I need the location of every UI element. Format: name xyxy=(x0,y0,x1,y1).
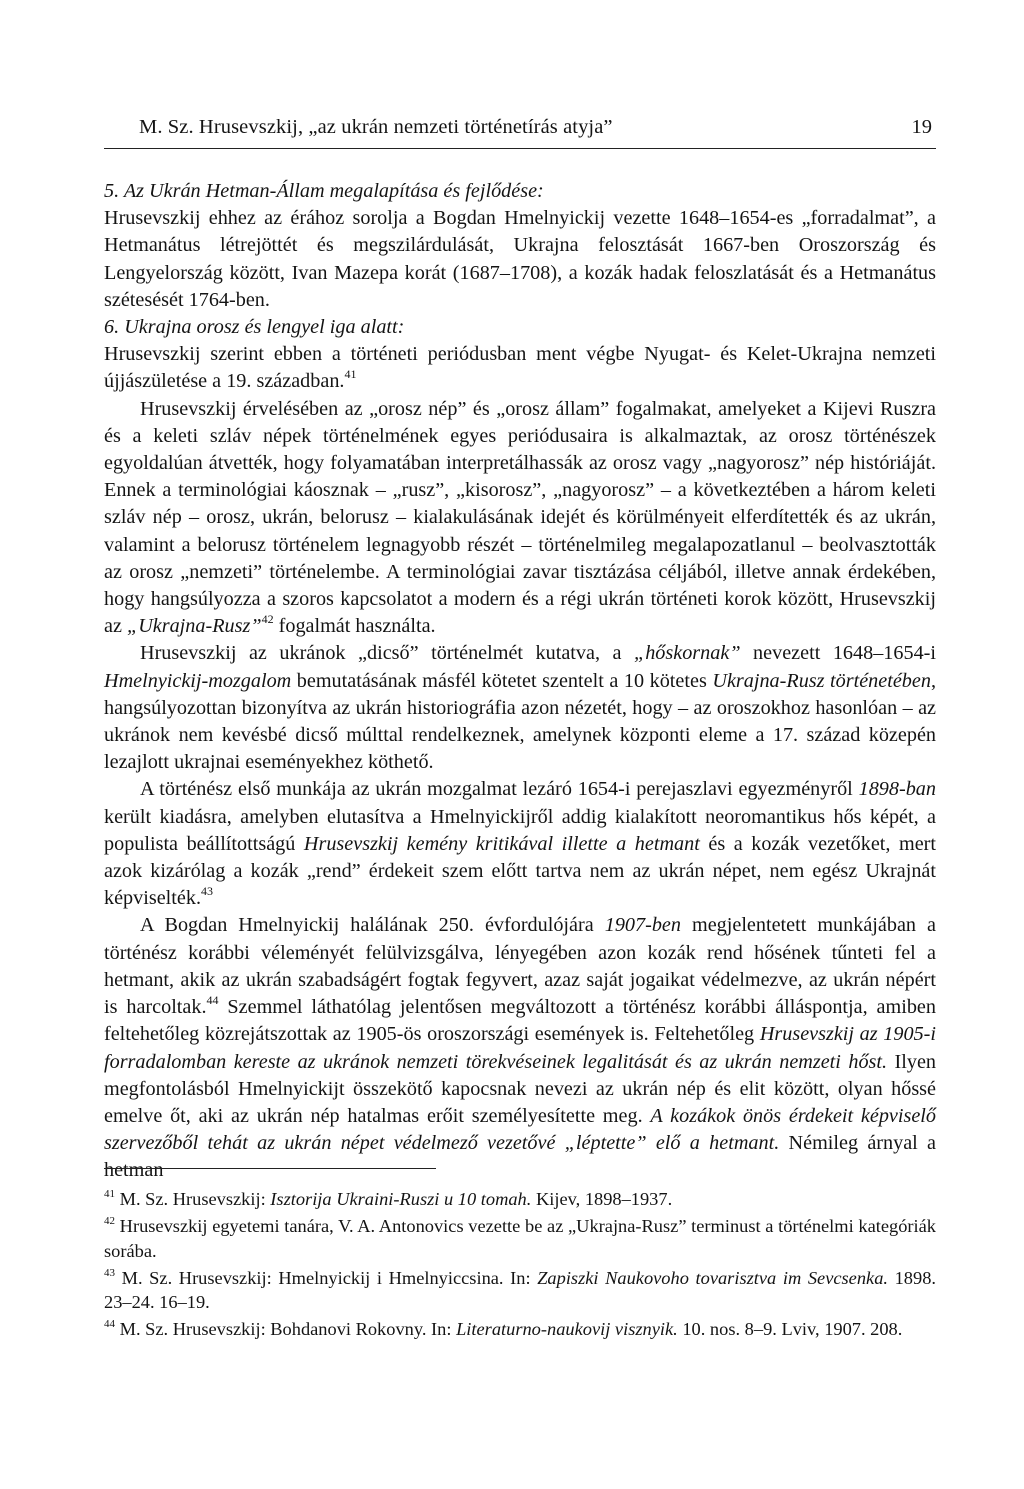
footnote-42: $^{42}$ Hrusevszkij egyetemi tanára, V. A. Antonovics vezette be az „Ukrajna-Rusz” terminust a történelmi kategóriák sorába. xyxy=(104,1215,936,1261)
footnotes xyxy=(104,1187,936,1345)
footnote-divider xyxy=(104,1168,436,1169)
section-heading-6: 6. Ukrajna orosz és lengyel iga alatt: xyxy=(104,316,405,339)
page-number: 19 xyxy=(911,116,932,138)
footnote-ref-44[interactable]: 44 xyxy=(206,993,219,1008)
running-title: M. Sz. Hrusevszkij, „az ukrán nemzeti történetírás atyja” xyxy=(139,116,613,138)
paragraph-terminology: Hrusevszkij érvelésében az „orosz nép” és „orosz állam” fogalmakat, amelyeket a Kijevi Ruszra és a keleti szláv népek történelmének egyes periódusaira is alkalmaztak, az orosz történészek egyoldalúan átvették, hogy folyamatában interpretálhassák az orosz vagy „nagyorosz” nép históriáját. Ennek a terminológiai káosznak – „rusz”, „kisorosz”, „nagyorosz” – a következtében a három keleti szláv nép – orosz, ukrán, belorusz – kialakulásának idejét és körülményeit elferdítették és az ukrán, valamint a belorusz történelem legnagyobb részét – történelmileg megalapozatlanul – beolvasztották az orosz „nemzeti” történelembe. A terminológiai zavar tisztázása céljából, illetve annak érdekében, hogy hangsúlyozza a szoros kapcsolatot a modern és a régi ukrán történeti korok között, Hrusevszkij az „Ukrajna-Rusz”$^{42}$ fogalmát használta. xyxy=(104,397,936,638)
term-ukrajna-rusz: „Ukrajna-Rusz” xyxy=(126,615,262,638)
footnote-ref-42[interactable]: 42 xyxy=(261,612,274,627)
running-header xyxy=(104,116,936,149)
footnote-ref-41[interactable]: 41 xyxy=(344,367,357,382)
body-text xyxy=(104,178,936,1185)
footnote-41: $^{41}$ M. Sz. Hrusevszkij: Isztorija Ukraini-Ruszi u 10 tomah. Kijev, 1898–1937. xyxy=(104,1188,673,1209)
paragraph-anniversary: A Bogdan Hmelnyickij halálának 250. évfordulójára 1907-ben megjelentetett munkájában a történész korábbi véleményét felülvizsgálva, lényegében azon kozák rend hősének tűnteti fel a hetmant, akik az ukrán szabadságért fogtak fegyvert, azaz saját jogaikat védelmezve, az ukrán népért is harcoltak.$^{44}$ Szemmel láthatólag jelentősen megváltozott a történész korábbi álláspontja, amiben feltehetőleg közrejátszottak az 1905-ös oroszországi események is. Feltehetőleg Hrusevszkij az 1905-i forradalomban kereste az ukránok nemzeti törekvéseinek legalitását és az ukrán nemzeti hőst. Ilyen megfontolásból Hmelnyickijt összekötő kapocsnak nevezi az ukrán nép és elit között, olyan hőssé emelve őt, aki az ukrán nép hatalmas erőit személyesítette meg. A kozákok önös érdekeit képviselő szervezőből tehát az ukrán népet védelmező vezetővé „léptette” elő a hetmant. Némileg árnyal a hetman xyxy=(104,914,937,1182)
section-heading-5: 5. Az Ukrán Hetman-Állam megalapítása és fejlődése: xyxy=(104,180,544,202)
paragraph-hmelnyickij-movement: Hrusevszkij az ukránok „dicső” történelmét kutatva, a „hőskornak” nevezett 1648–1654-i Hmelnyickij-mozgalom bemutatásának másfél kötetet szentelt a 10 kötetes Ukrajna-Rusz történetében, hangsúlyozottan bizonyítva az ukrán historiográfia azon nézetét, hogy – az oroszokhoz hasonlóan – az ukránok nem kevésbé dicső múlttal rendelkeznek, amelynek központi eleme a 17. század közepén lezajlott ukrajnai eseményekhez köthető. xyxy=(104,642,937,774)
footnote-ref-43[interactable]: 43 xyxy=(201,884,213,899)
footnote-43: $^{43}$ M. Sz. Hrusevszkij: Hmelnyickij i Hmelnyiccsina. In: Zapiszki Naukovoho tovarisztva im Sevcsenka. 1898. 23–24. 16–19. xyxy=(104,1266,936,1313)
section-body-6: Hrusevszkij szerint ebben a történeti periódusban ment végbe Nyugat- és Kelet-Ukrajna nemzeti újjászületése a 19. században.$^{41}$ xyxy=(104,343,936,393)
footnote-44: $^{44}$ M. Sz. Hrusevszkij: Bohdanovi Rokovny. In: Literaturno-naukovij visznyik. 10. nos. 8–9. Lviv, 1907. 208. xyxy=(104,1318,903,1340)
paragraph-first-work: A történész első munkája az ukrán mozgalmat lezáró 1654-i perejaszlavi egyezményről 1898-ban került kiadásra, amelyben elutasítva a Hmelnyickijről addig kialakított neoromantikus hős képét, a populista beállítottságú Hrusevszkij kemény kritikával illette a hetmant és a kozák vezetőket, mert azok kizárólag a kozák „rend” érdekeit szem előtt tartva nem az ukrán népet, nem egész Ukrajnát képviselték.$^{43}$ xyxy=(104,778,936,910)
section-body-5: Hrusevszkij ehhez az érához sorolja a Bogdan Hmelnyickij vezette 1648–1654-es „forradalmat”, a Hetmanátus létrejöttét és megszilárdulását, Ukrajna felosztását 1667-ben Oroszország és Lengyelország között, Ivan Mazepa korát (1687–1708), a kozák hadak feloszlatását és a Hetmanátus szétesését 1764-ben. xyxy=(104,207,936,311)
